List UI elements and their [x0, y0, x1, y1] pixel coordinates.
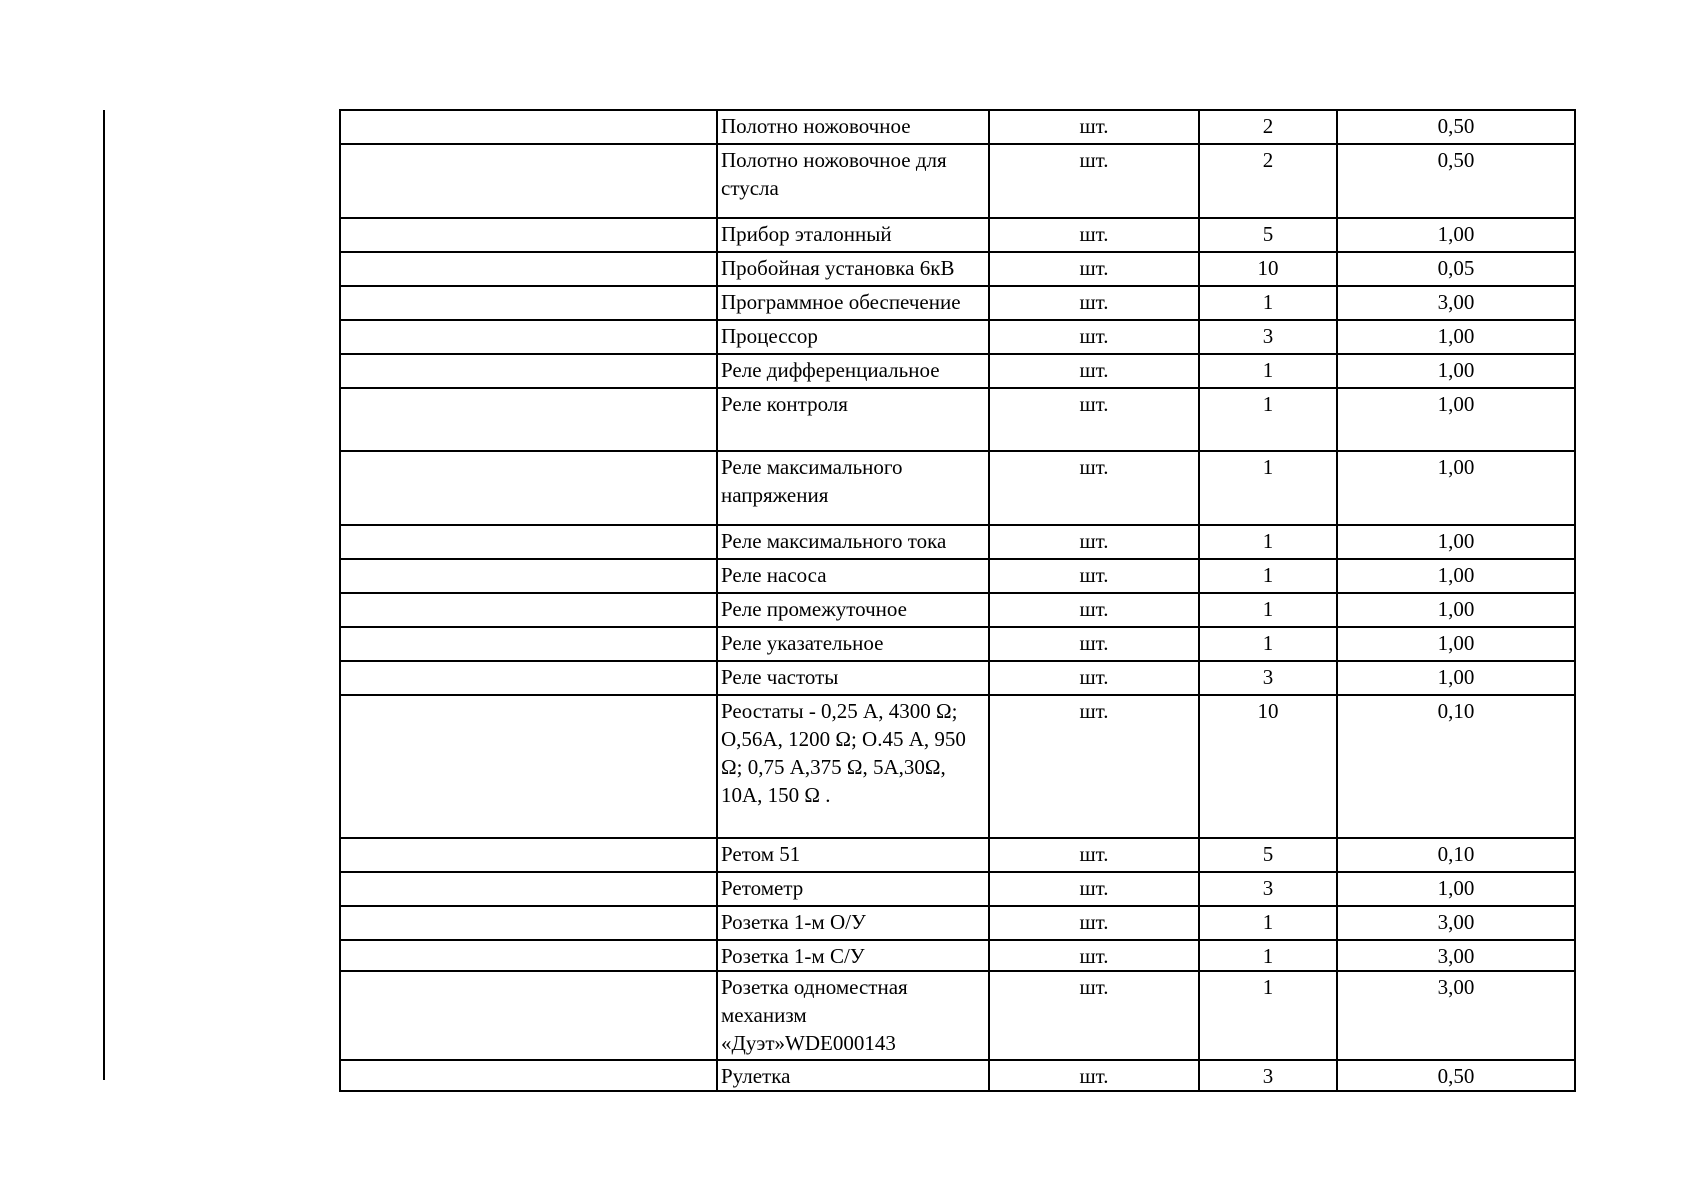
quantity-cell: 1	[1199, 971, 1337, 1060]
empty-cell	[340, 110, 717, 144]
quantity-cell: 10	[1199, 695, 1337, 838]
value-cell: 1,00	[1337, 354, 1575, 388]
item-name-cell: Рулетка	[717, 1060, 989, 1091]
empty-cell	[340, 695, 717, 838]
value-cell: 0,05	[1337, 252, 1575, 286]
table-row	[340, 1060, 1575, 1091]
value-cell: 1,00	[1337, 593, 1575, 627]
unit-cell: шт.	[989, 1060, 1199, 1091]
quantity-cell: 1	[1199, 525, 1337, 559]
quantity-cell: 1	[1199, 451, 1337, 525]
item-name-cell: Программное обеспечение	[717, 286, 989, 320]
quantity-cell: 3	[1199, 872, 1337, 906]
unit-cell: шт.	[989, 695, 1199, 838]
value-cell: 1,00	[1337, 559, 1575, 593]
unit-cell: шт.	[989, 110, 1199, 144]
unit-cell: шт.	[989, 144, 1199, 218]
value-cell: 0,50	[1337, 110, 1575, 144]
table-row	[340, 525, 1575, 559]
empty-cell	[340, 627, 717, 661]
item-name-cell: Реле контроля	[717, 388, 989, 451]
empty-cell	[340, 872, 717, 906]
item-name-cell: Реле промежуточное	[717, 593, 989, 627]
empty-cell	[340, 286, 717, 320]
unit-cell: шт.	[989, 661, 1199, 695]
table-row	[340, 838, 1575, 872]
quantity-cell: 1	[1199, 940, 1337, 971]
item-name-cell: Ретометр	[717, 872, 989, 906]
table-row	[340, 940, 1575, 971]
unit-cell: шт.	[989, 252, 1199, 286]
value-cell: 1,00	[1337, 872, 1575, 906]
empty-cell	[340, 559, 717, 593]
table-row	[340, 320, 1575, 354]
value-cell: 3,00	[1337, 971, 1575, 1060]
item-name-cell: Реле максимального тока	[717, 525, 989, 559]
quantity-cell: 1	[1199, 559, 1337, 593]
empty-cell	[340, 593, 717, 627]
unit-cell: шт.	[989, 320, 1199, 354]
item-name-cell: Прибор эталонный	[717, 218, 989, 252]
empty-cell	[340, 144, 717, 218]
item-name-cell: Полотно ножовочное для стусла	[717, 144, 989, 218]
quantity-cell: 1	[1199, 354, 1337, 388]
empty-cell	[340, 971, 717, 1060]
items-table	[339, 109, 1576, 1092]
value-cell: 1,00	[1337, 388, 1575, 451]
table-row	[340, 971, 1575, 1060]
empty-cell	[340, 525, 717, 559]
item-name-cell: Реле частоты	[717, 661, 989, 695]
item-name-cell: Процессор	[717, 320, 989, 354]
unit-cell: шт.	[989, 906, 1199, 940]
table-row	[340, 218, 1575, 252]
unit-cell: шт.	[989, 388, 1199, 451]
quantity-cell: 3	[1199, 1060, 1337, 1091]
value-cell: 1,00	[1337, 661, 1575, 695]
item-name-cell: Реле максимального напряжения	[717, 451, 989, 525]
item-name-cell: Реле указательное	[717, 627, 989, 661]
quantity-cell: 3	[1199, 320, 1337, 354]
item-name-cell: Розетка 1-м С/У	[717, 940, 989, 971]
empty-cell	[340, 252, 717, 286]
value-cell: 0,50	[1337, 1060, 1575, 1091]
quantity-cell: 3	[1199, 661, 1337, 695]
empty-cell	[340, 388, 717, 451]
value-cell: 1,00	[1337, 627, 1575, 661]
empty-cell	[340, 451, 717, 525]
quantity-cell: 1	[1199, 286, 1337, 320]
table-row	[340, 627, 1575, 661]
value-cell: 0,10	[1337, 838, 1575, 872]
empty-cell	[340, 661, 717, 695]
empty-cell	[340, 320, 717, 354]
item-name-cell: Розетка одноместная механизм «Дуэт»WDE000143	[717, 971, 989, 1060]
unit-cell: шт.	[989, 525, 1199, 559]
item-name-cell: Пробойная установка 6кВ	[717, 252, 989, 286]
quantity-cell: 2	[1199, 144, 1337, 218]
table-row	[340, 110, 1575, 144]
value-cell: 3,00	[1337, 286, 1575, 320]
empty-cell	[340, 940, 717, 971]
items-table-body	[340, 110, 1575, 1091]
value-cell: 1,00	[1337, 218, 1575, 252]
unit-cell: шт.	[989, 971, 1199, 1060]
item-name-cell: Розетка 1-м О/У	[717, 906, 989, 940]
table-row	[340, 388, 1575, 451]
value-cell: 3,00	[1337, 906, 1575, 940]
unit-cell: шт.	[989, 627, 1199, 661]
item-name-cell: Реле насоса	[717, 559, 989, 593]
value-cell: 3,00	[1337, 940, 1575, 971]
unit-cell: шт.	[989, 354, 1199, 388]
quantity-cell: 5	[1199, 218, 1337, 252]
unit-cell: шт.	[989, 559, 1199, 593]
quantity-cell: 1	[1199, 388, 1337, 451]
item-name-cell: Полотно ножовочное	[717, 110, 989, 144]
table-row	[340, 354, 1575, 388]
unit-cell: шт.	[989, 451, 1199, 525]
value-cell: 1,00	[1337, 525, 1575, 559]
quantity-cell: 10	[1199, 252, 1337, 286]
quantity-cell: 1	[1199, 906, 1337, 940]
unit-cell: шт.	[989, 838, 1199, 872]
unit-cell: шт.	[989, 940, 1199, 971]
table-row	[340, 144, 1575, 218]
value-cell: 0,50	[1337, 144, 1575, 218]
table-row	[340, 286, 1575, 320]
unit-cell: шт.	[989, 218, 1199, 252]
table-row	[340, 252, 1575, 286]
item-name-cell: Ретом 51	[717, 838, 989, 872]
value-cell: 0,10	[1337, 695, 1575, 838]
unit-cell: шт.	[989, 286, 1199, 320]
left-margin-rule	[103, 110, 105, 1080]
unit-cell: шт.	[989, 593, 1199, 627]
empty-cell	[340, 906, 717, 940]
unit-cell: шт.	[989, 872, 1199, 906]
item-name-cell: Реостаты - 0,25 А, 4300 Ω; О,56А, 1200 Ω; О.45 А, 950 Ω; 0,75 А,375 Ω, 5А,30Ω, 10А, 150 Ω .	[717, 695, 989, 838]
table-row	[340, 451, 1575, 525]
table-row	[340, 593, 1575, 627]
value-cell: 1,00	[1337, 320, 1575, 354]
table-row	[340, 661, 1575, 695]
empty-cell	[340, 838, 717, 872]
quantity-cell: 2	[1199, 110, 1337, 144]
quantity-cell: 1	[1199, 593, 1337, 627]
table-row	[340, 906, 1575, 940]
empty-cell	[340, 354, 717, 388]
table-row	[340, 695, 1575, 838]
table-row	[340, 872, 1575, 906]
quantity-cell: 1	[1199, 627, 1337, 661]
empty-cell	[340, 218, 717, 252]
item-name-cell: Реле дифференциальное	[717, 354, 989, 388]
table-row	[340, 559, 1575, 593]
quantity-cell: 5	[1199, 838, 1337, 872]
empty-cell	[340, 1060, 717, 1091]
value-cell: 1,00	[1337, 451, 1575, 525]
